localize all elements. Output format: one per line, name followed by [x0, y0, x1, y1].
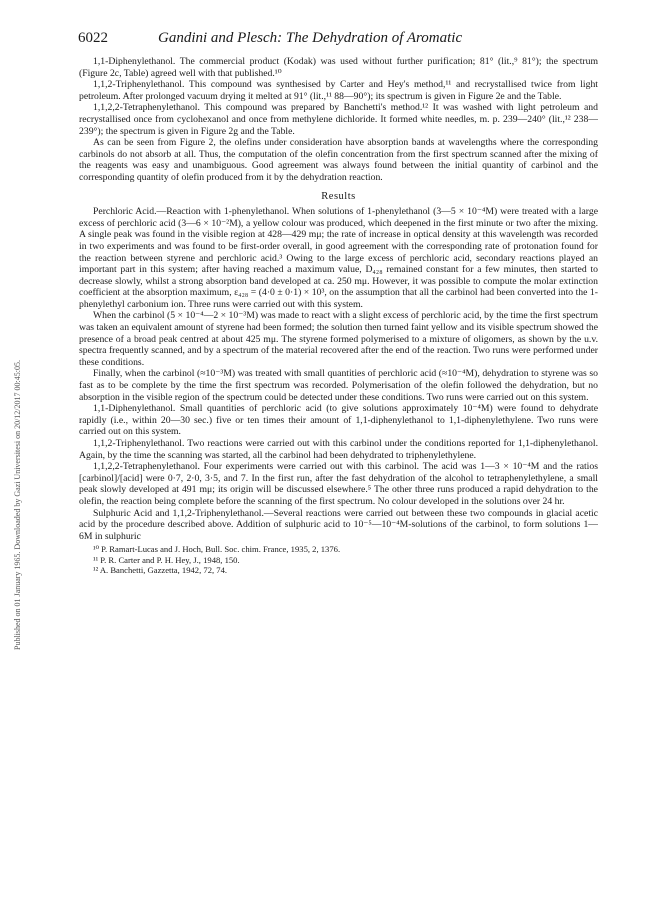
section-heading: Results [321, 190, 356, 202]
footnote: ¹¹ P. R. Carter and P. H. Hey, J., 1948, 150. [93, 554, 240, 565]
page-number: 6022 [78, 30, 108, 46]
page-header [78, 30, 598, 50]
paragraph: 1,1,2,2-Tetraphenylethanol. This compound was prepared by Banchetti's method.¹² It was washed with light petroleum and recrystallised once from cyclohexanol and once from methylene dichloride. It formed white needles, m. p. 239—240° (lit.,¹² 238—239°); the spectrum is given in Figure 2g and the Table. [79, 102, 598, 137]
paragraph: 1,1,2,2-Tetraphenylethanol. Four experiments were carried out with this carbinol. The acid was 1—3 × 10⁻⁴M and the ratios [carbinol]/[acid] were 0·7, 2·0, 3·5, and 7. In the first run, after the fast dehydration of the alcohol to tetraphenylethylene, a small peak slowly developed at 491 mμ; its origin will be discussed elsewhere.⁵ The other three runs produced a rapid dehydration to the olefin, the reaction being complete before the scanning of the first spectrum. No colour developed in the solutions over 24 hr. [79, 461, 598, 507]
paragraph: 1,1-Diphenylethanol. Small quantities of perchloric acid (to give solutions approximately 10⁻⁴M) were found to dehydrate rapidly (i.e., within 20—30 sec.) five or ten times their amount of 1,1-diphenylethanol to 1,1-diphenylethylene. Two runs were carried out on this system. [79, 403, 598, 438]
download-sidebar [2, 150, 22, 650]
paragraph: 1,1,2-Triphenylethanol. Two reactions were carried out with this carbinol under the conditions reported for 1,1-diphenylethanol. Again, by the time the scanning was started, all the carbinol had been dehydrated to triphenylethylene. [79, 438, 598, 461]
running-title: Gandini and Plesch: The Dehydration of Aromatic [158, 30, 463, 46]
paragraph: 1,1,2-Triphenylethanol. This compound was synthesised by Carter and Hey's method,¹¹ and recrystallised twice from light petroleum. After prolonged vacuum drying it melted at 91° (lit.,¹¹ 88—90°); its spectrum is given in Figure 2e and the Table. [79, 79, 598, 102]
sidebar-note: Published on 01 January 1965. Downloaded by Gazi Universitesi on 20/12/2017 00:45:05. [13, 360, 22, 650]
paragraph: When the carbinol (5 × 10⁻⁴—2 × 10⁻³M) was made to react with a slight excess of perchloric acid, by the time the first spectrum was taken an equivalent amount of styrene had been formed; the solution then turned faint yellow and its visible spectrum showed the presence of a broad peak centred at about 425 mμ. The styrene formed polymerised to a mixture of oligomers, as shown by the u.v. spectra frequently scanned, and by a spectrum of the material recovered after the end of the reaction. Two runs were performed under these conditions. [79, 310, 598, 368]
paragraph: Perchloric Acid.—Reaction with 1-phenylethanol. When solutions of 1-phenylethanol (3—5 × 10⁻⁴M) were treated with a large excess of perchloric acid (3—6 × 10⁻²M), a yellow colour was produced, which deepened in the first minute or two after the mixing. A single peak was found in the visible region at 428—429 mμ; the rate of increase in optical density at this wavelength was recorded in two experiments and was found to be first-order overall, in good agreement with the corresponding rate of protonation found for the reaction between styrene and perchloric acid.³ Owing to the large excess of perchloric acid, secondary reactions played an important part in this system; after having reached a maximum value, D₄₂₈ remained constant for a few minutes, then started to decrease slowly, whilst a strong absorption band developed at ca. 250 mμ. However, it was possible to compute the molar extinction coefficient at the absorption maximum, ε₄₂₈ = (4·0 ± 0·1) × 10³, on the assumption that all the carbinol had been converted into the 1-phenylethyl carbonium ion. Three runs were carried out with this system. [79, 206, 598, 310]
footnote: ¹² A. Banchetti, Gazzetta, 1942, 72, 74. [93, 565, 228, 576]
paragraph: 1,1-Diphenylethanol. The commercial product (Kodak) was used without further purification; 81° (lit.,⁹ 81°); the spectrum (Figure 2c, Table) agreed well with that published.¹⁰ [79, 56, 598, 79]
paragraph: Sulphuric Acid and 1,1,2-Triphenylethanol.—Several reactions were carried out between these two compounds in glacial acetic acid by the procedure described above. Addition of sulphuric acid to 10⁻⁵—10⁻⁴M-solutions of the carbinol, to form solutions 1—6M in sulphuric [79, 507, 598, 542]
article-body [79, 56, 598, 576]
paragraph: As can be seen from Figure 2, the olefins under consideration have absorption bands at wavelengths where the corresponding carbinols do not absorb at all. Thus, the computation of the olefin concentration from the first spectrum scanned after the mixing of the reagents was easy and unambiguous. Good agreement was always found between the initial quantity of carbinol and the corresponding quantity of olefin produced from it by the dehydration reaction. [79, 137, 598, 183]
paragraph: Finally, when the carbinol (≈10⁻³M) was treated with small quantities of perchloric acid (≈10⁻⁴M), dehydration to styrene was so fast as to be complete by the time the first spectrum was recorded. Polymerisation of the olefin followed the dehydration, but no absorption in the visible region of the spectrum could be detected under these conditions. Two runs were carried out on this system. [79, 368, 598, 403]
footnote: ¹⁰ P. Ramart-Lucas and J. Hoch, Bull. Soc. chim. France, 1935, 2, 1376. [93, 544, 341, 555]
